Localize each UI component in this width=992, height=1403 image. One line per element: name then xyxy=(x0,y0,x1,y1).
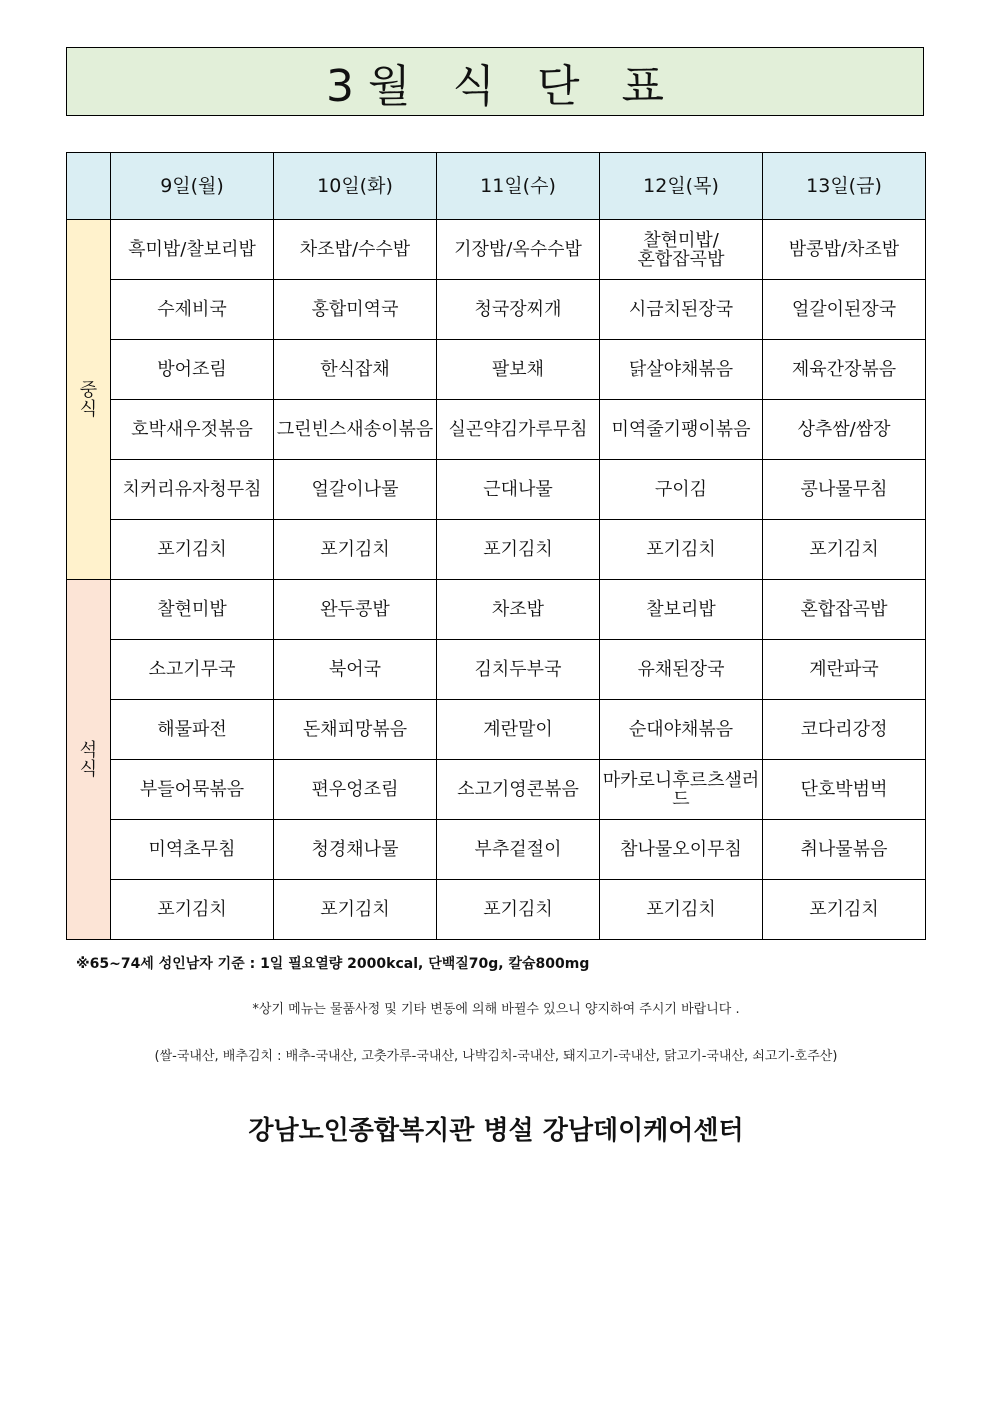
dish-cell: 돈채피망볶음 xyxy=(274,700,437,760)
corner-cell xyxy=(67,153,111,220)
dish-cell: 유채된장국 xyxy=(600,640,763,700)
dish-cell: 실곤약김가루무침 xyxy=(437,400,600,460)
origin-note: (쌀-국내산, 배추김치 : 배추-국내산, 고춧가루-국내산, 나박김치-국내산, 돼지고기-국내산, 닭고기-국내산, 쇠고기-호주산) xyxy=(154,1049,838,1064)
day-header: 13일(금) xyxy=(763,153,926,220)
dish-cell: 마카로니후르츠샐러드 xyxy=(600,760,763,820)
day-header: 12일(목) xyxy=(600,153,763,220)
dish-cell: 상추쌈/쌈장 xyxy=(763,400,926,460)
dish-cell: 얼갈이나물 xyxy=(274,460,437,520)
dish-cell: 찰현미밥/ 혼합잡곡밥 xyxy=(600,220,763,280)
dish-cell: 포기김치 xyxy=(111,520,274,580)
dish-cell: 북어국 xyxy=(274,640,437,700)
dish-cell: 홍합미역국 xyxy=(274,280,437,340)
dish-cell: 포기김치 xyxy=(763,520,926,580)
nutrition-note: ※65~74세 성인남자 기준 : 1일 필요열량 2000kcal, 단백질70g, 칼슘800mg xyxy=(76,956,590,972)
dish-cell: 참나물오이무침 xyxy=(600,820,763,880)
dish-cell: 완두콩밥 xyxy=(274,580,437,640)
dish-cell: 부들어묵볶음 xyxy=(111,760,274,820)
dish-cell: 제육간장볶음 xyxy=(763,340,926,400)
dinner-row xyxy=(67,880,926,940)
dinner-row xyxy=(67,580,926,640)
dish-cell: 포기김치 xyxy=(600,880,763,940)
dish-cell: 계란파국 xyxy=(763,640,926,700)
lunch-row xyxy=(67,400,926,460)
dish-cell: 포기김치 xyxy=(274,520,437,580)
dish-cell: 기장밥/옥수수밥 xyxy=(437,220,600,280)
dish-cell: 포기김치 xyxy=(437,880,600,940)
dish-cell: 부추겉절이 xyxy=(437,820,600,880)
menu-body xyxy=(67,220,926,940)
dish-cell: 방어조림 xyxy=(111,340,274,400)
dish-cell: 닭살야채볶음 xyxy=(600,340,763,400)
dish-cell: 순대야채볶음 xyxy=(600,700,763,760)
dish-cell: 차조밥 xyxy=(437,580,600,640)
dish-cell: 차조밥/수수밥 xyxy=(274,220,437,280)
dish-cell: 포기김치 xyxy=(763,880,926,940)
dish-cell: 단호박범벅 xyxy=(763,760,926,820)
dish-cell: 수제비국 xyxy=(111,280,274,340)
lunch-row xyxy=(67,460,926,520)
dish-cell: 미역초무침 xyxy=(111,820,274,880)
dish-cell: 찰보리밥 xyxy=(600,580,763,640)
lunch-row xyxy=(67,340,926,400)
dish-cell: 해물파전 xyxy=(111,700,274,760)
dish-cell: 취나물볶음 xyxy=(763,820,926,880)
header-row xyxy=(67,153,926,220)
dish-cell: 포기김치 xyxy=(600,520,763,580)
dish-cell: 한식잡채 xyxy=(274,340,437,400)
lunch-row xyxy=(67,520,926,580)
dish-cell: 김치두부국 xyxy=(437,640,600,700)
dish-cell: 혼합잡곡밥 xyxy=(763,580,926,640)
dish-cell: 포기김치 xyxy=(437,520,600,580)
dish-cell: 시금치된장국 xyxy=(600,280,763,340)
dish-cell: 청경채나물 xyxy=(274,820,437,880)
dish-cell: 콩나물무침 xyxy=(763,460,926,520)
dish-cell: 그린빈스새송이볶음 xyxy=(274,400,437,460)
dish-cell: 계란말이 xyxy=(437,700,600,760)
dish-cell: 포기김치 xyxy=(111,880,274,940)
organization-name: 강남노인종합복지관 병설 강남데이케어센터 xyxy=(248,1116,744,1146)
page-title: 3월 식 단 표 xyxy=(326,60,678,112)
menu-table xyxy=(66,152,926,940)
day-header: 10일(화) xyxy=(274,153,437,220)
dish-cell: 미역줄기팽이볶음 xyxy=(600,400,763,460)
day-header: 11일(수) xyxy=(437,153,600,220)
dish-cell: 근대나물 xyxy=(437,460,600,520)
lunch-label-char: 식 xyxy=(79,398,98,420)
dish-cell: 흑미밥/찰보리밥 xyxy=(111,220,274,280)
dish-cell: 얼갈이된장국 xyxy=(763,280,926,340)
dinner-label-char: 식 xyxy=(79,758,98,780)
dish-cell: 코다리강정 xyxy=(763,700,926,760)
lunch-label-char: 중 xyxy=(79,379,98,401)
dish-cell: 편우엉조림 xyxy=(274,760,437,820)
dish-cell: 팔보채 xyxy=(437,340,600,400)
dinner-row xyxy=(67,640,926,700)
dish-cell: 밤콩밥/차조밥 xyxy=(763,220,926,280)
dish-cell: 청국장찌개 xyxy=(437,280,600,340)
dish-cell: 치커리유자청무침 xyxy=(111,460,274,520)
dish-cell: 구이김 xyxy=(600,460,763,520)
dish-cell: 포기김치 xyxy=(274,880,437,940)
dish-cell: 찰현미밥 xyxy=(111,580,274,640)
lunch-row xyxy=(67,220,926,280)
dish-cell: 호박새우젓볶음 xyxy=(111,400,274,460)
dish-cell: 소고기영콘볶음 xyxy=(437,760,600,820)
dinner-label xyxy=(67,580,111,940)
disclaimer-note: *상기 메뉴는 물품사정 및 기타 변동에 의해 바뀔수 있으니 양지하여 주시기 바랍니다 . xyxy=(252,1002,740,1017)
dish-cell: 소고기무국 xyxy=(111,640,274,700)
lunch-row xyxy=(67,280,926,340)
title-box xyxy=(66,47,924,116)
dinner-row xyxy=(67,820,926,880)
dinner-row xyxy=(67,700,926,760)
dinner-row xyxy=(67,760,926,820)
dinner-label-char: 석 xyxy=(79,739,98,761)
day-header: 9일(월) xyxy=(111,153,274,220)
lunch-label xyxy=(67,220,111,580)
